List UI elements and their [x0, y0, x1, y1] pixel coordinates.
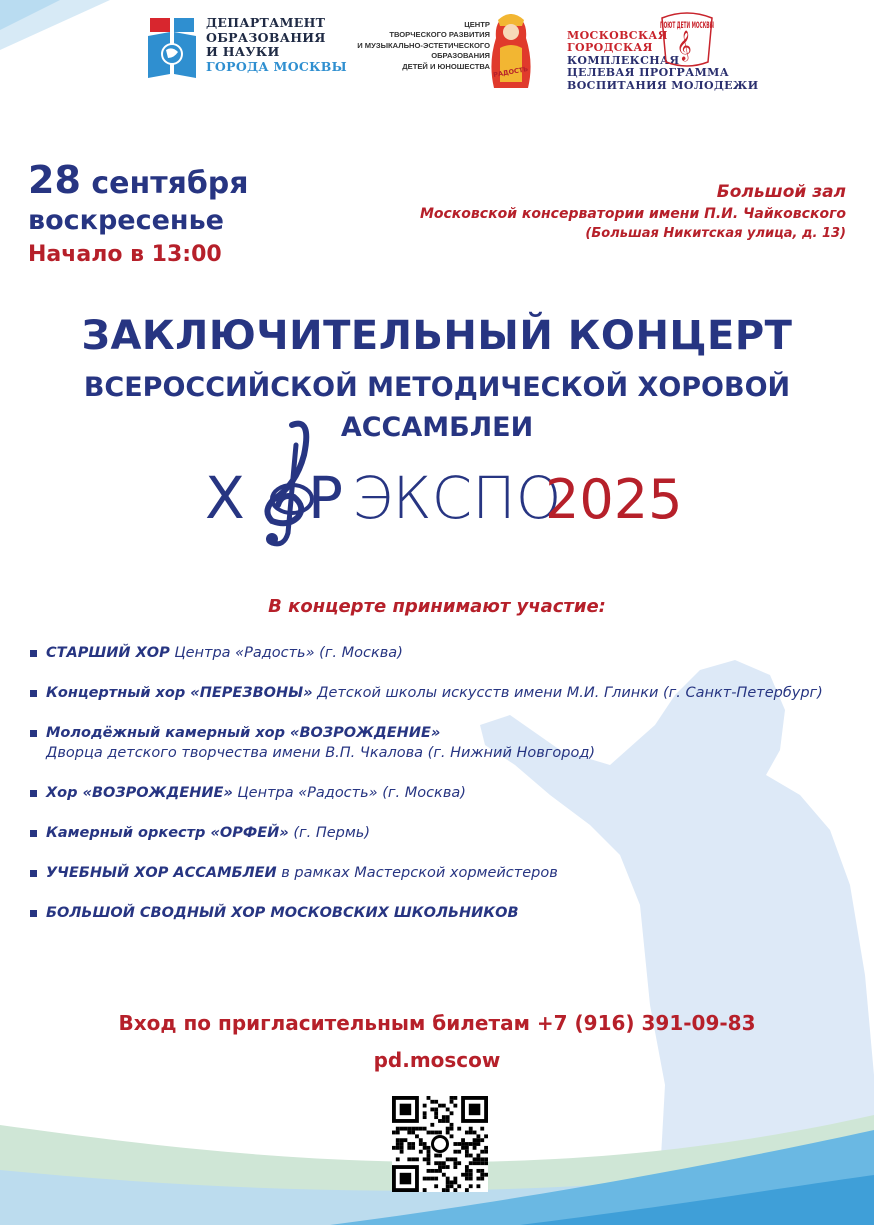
- participant-detail-line2: Дворца детского творчества имени В.П. Чкалова (г. Нижний Новгород): [46, 745, 596, 761]
- list-item: [30, 683, 860, 703]
- corner-decoration: [0, 0, 120, 60]
- participant-name: Молодёжный камерный хор «ВОЗРОЖДЕНИЕ»: [46, 725, 441, 741]
- center-line-1: ЦЕНТР: [464, 20, 490, 29]
- participant-name: Концертный хор «ПЕРЕЗВОНЫ»: [46, 685, 313, 701]
- program-line-1: МОСКОВСКАЯ: [567, 29, 668, 42]
- bullet-square: [30, 790, 37, 797]
- horexpo-logo: [200, 415, 683, 555]
- entry-info: Вход по пригласительным билетам +7 (916) 391-09-83: [118, 1011, 756, 1035]
- logo-year: 2025: [545, 468, 683, 531]
- event-weekday: воскресенье: [28, 205, 224, 236]
- bullet-square: [30, 730, 37, 737]
- main-title: ЗАКЛЮЧИТЕЛЬНЫЙ КОНЦЕРТ: [81, 313, 793, 359]
- center-line-4: ОБРАЗОВАНИЯ: [431, 51, 490, 61]
- logo-letter-x: Х: [205, 464, 245, 532]
- treble-clef-logo-icon: [266, 424, 312, 545]
- department-line-3: И НАУКИ: [206, 44, 280, 59]
- list-item: [30, 643, 860, 663]
- program-line-5: ВОСПИТАНИЯ МОЛОДЕЖИ: [567, 78, 759, 92]
- event-date-block: [28, 160, 249, 272]
- matryoshka-doll-icon: [488, 8, 534, 92]
- department-line-4: ГОРОДА МОСКВЫ: [206, 58, 347, 74]
- kids-choir-badge-icon: [654, 8, 720, 70]
- bullet-square: [30, 690, 37, 697]
- program-line-2: ГОРОДСКАЯ: [567, 41, 653, 55]
- venue-place: Московской консерватории имени П.И. Чайковского: [419, 206, 846, 222]
- event-month: сентября: [91, 166, 249, 201]
- logo-expo-text: ЭКСПО: [352, 464, 562, 532]
- participant-detail: в рамках Мастерской хормейстеров: [276, 865, 558, 881]
- logo-letter-r: Р: [308, 464, 343, 532]
- participant-detail: Центра «Радость» (г. Москва): [232, 785, 466, 801]
- center-line-3: И МУЗЫКАЛЬНО-ЭСТЕТИЧЕСКОГО: [357, 40, 490, 50]
- bullet-square: [30, 830, 37, 837]
- venue-block: [420, 180, 846, 244]
- participants-heading: В концерте принимают участие:: [268, 596, 606, 617]
- sub-title: ВСЕРОССИЙСКОЙ МЕТОДИЧЕСКОЙ ХОРОВОЙ АССАМБЛЕИ: [83, 372, 791, 443]
- list-item: [30, 783, 860, 803]
- bullet-square: [30, 650, 37, 657]
- department-line-1: ДЕПАРТАМЕНТ: [206, 15, 326, 30]
- list-item: [30, 863, 860, 883]
- center-line-2: ТВОРЧЕСКОГО РАЗВИТИЯ: [389, 30, 490, 40]
- participant-detail: Детской школы искусств имени М.И. Глинки (г. Санкт-Петербург): [312, 685, 823, 701]
- program-line-4: ЦЕЛЕВАЯ ПРОГРАММА: [567, 66, 730, 80]
- participant-name: СТАРШИЙ ХОР: [46, 645, 170, 661]
- doll-label: РАДОСТЬ: [492, 65, 529, 80]
- event-start-time: Начало в 13:00: [28, 242, 222, 267]
- list-item: [30, 823, 860, 843]
- list-item: [30, 723, 860, 763]
- open-book-globe-icon: [146, 16, 198, 80]
- participant-detail: (г. Пермь): [288, 825, 370, 841]
- bullet-square: [30, 910, 37, 917]
- participant-name: Камерный оркестр «ОРФЕЙ»: [46, 825, 289, 841]
- event-day: 28: [28, 158, 81, 202]
- department-line-2: ОБРАЗОВАНИЯ: [206, 29, 326, 45]
- participant-detail: Центра «Радость» (г. Москва): [169, 645, 403, 661]
- list-item: [30, 903, 860, 923]
- qr-code-icon[interactable]: [392, 1096, 488, 1192]
- participant-name: УЧЕБНЫЙ ХОР АССАМБЛЕИ: [46, 865, 277, 881]
- department-logo: [146, 16, 347, 80]
- website-link[interactable]: pd.moscow: [373, 1048, 501, 1072]
- program-line-3: КОМПЛЕКСНАЯ: [567, 53, 680, 67]
- venue-hall: Большой зал: [716, 182, 846, 202]
- bullet-square: [30, 870, 37, 877]
- participant-name: БОЛЬШОЙ СВОДНЫЙ ХОР МОСКОВСКИХ ШКОЛЬНИКОВ: [46, 905, 519, 921]
- center-line-5: ДЕТЕЙ И ЮНОШЕСТВА: [402, 61, 490, 71]
- treble-clef-icon: 𝄞: [676, 31, 692, 61]
- venue-address: (Большая Никитская улица, д. 13): [585, 226, 846, 241]
- center-logo-text: [350, 20, 490, 72]
- badge-text: ПОЮТ ДЕТИ МОСКВЫ: [660, 21, 714, 31]
- participant-name: Хор «ВОЗРОЖДЕНИЕ»: [46, 785, 233, 801]
- participants-list: [30, 643, 860, 943]
